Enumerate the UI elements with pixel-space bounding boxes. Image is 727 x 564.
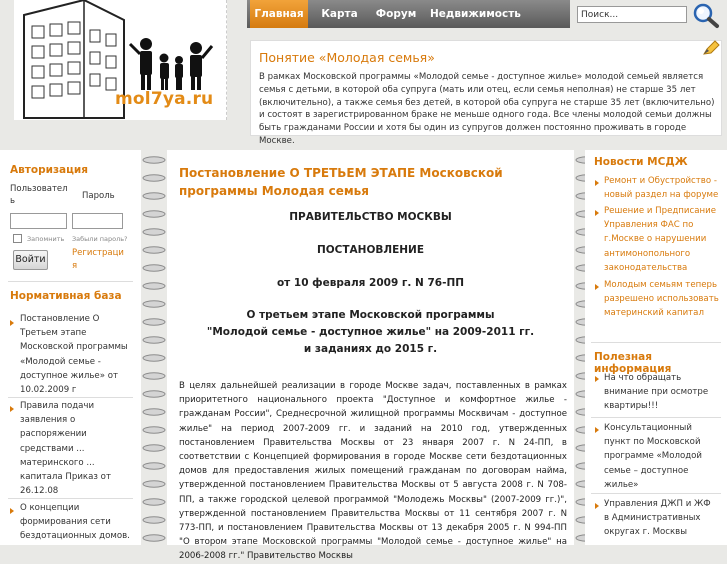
concept-text: В рамках Московской программы «Молодой семье - доступное жилье» молодой семьей является семья с детьми, в которой оба супруга (мать или отец, если семья неполная) не старше 35 лет (включительно), а также семья без детей, в которой оба супруга не старше 35 лет (включительно) и состоят в зарегистрированном браке не меньше одного года. Все члены молодой семьи должны быть гражданами России и хотя бы один из супругов должен постоянно проживать в городе Москве. (259, 72, 715, 146)
pen-icon (702, 40, 720, 56)
normbase-item-line: бездотационных домов. (20, 531, 130, 542)
nav-real-estate[interactable]: Недвижимость (430, 8, 521, 20)
useful-item-line: в Административных (604, 513, 701, 524)
search-input[interactable] (577, 6, 687, 23)
doc-government: ПРАВИТЕЛЬСТВО МОСКВЫ (289, 211, 452, 223)
news-item-line: Молодым семьям теперь (604, 280, 718, 290)
divider (591, 342, 721, 343)
binder-ring (143, 373, 165, 379)
useful-item-line: На что обращать (604, 373, 682, 383)
binder-ring (143, 193, 165, 199)
normbase-item-line: 10.02.2009 г (20, 385, 77, 396)
normbase-item-line: доступное жилье» от (20, 370, 118, 381)
left-sidebar (0, 150, 141, 545)
useful-item-line: жилье» (604, 479, 639, 490)
binder-ring (143, 247, 165, 253)
binder-ring (143, 229, 165, 235)
remember-checkbox[interactable] (13, 234, 22, 243)
normbase-item-line: материнского ... (20, 457, 95, 468)
normbase-item-line: заявления о (20, 415, 76, 426)
nav-map[interactable]: Карта (321, 8, 358, 20)
news-item-1[interactable] (604, 174, 718, 202)
bullet-icon (10, 406, 14, 412)
divider (591, 417, 721, 418)
normbase-title: Нормативная база (10, 290, 122, 302)
binder-ring (143, 535, 165, 541)
useful-item-3[interactable] (604, 497, 711, 540)
username-label-cont: ь (10, 196, 16, 206)
right-sidebar (585, 150, 727, 545)
news-item-line: г.Москве о нарушении (604, 234, 707, 245)
binder-ring (143, 481, 165, 487)
binder-ring (143, 301, 165, 307)
useful-item-line: Управления ДЖП и ЖФ (604, 499, 711, 509)
useful-item-line: квартиры!!! (604, 401, 659, 412)
news-item-line: антимонопольного (604, 248, 691, 259)
normbase-item-2[interactable] (20, 399, 111, 498)
register-link[interactable]: Регистраци (72, 248, 124, 258)
news-title: Новости МСДЖ (594, 156, 688, 168)
username-field[interactable] (10, 213, 67, 229)
normbase-item-3[interactable] (20, 501, 130, 544)
nav-forum[interactable]: Форум (375, 8, 417, 20)
binder-ring (143, 355, 165, 361)
normbase-item-line: распоряжении (20, 429, 87, 440)
binder-ring (143, 391, 165, 397)
forgot-password-link[interactable]: Забыли пароль? (72, 235, 128, 243)
normbase-item-line: «Молодой семье - (20, 356, 101, 367)
bullet-icon (595, 284, 599, 290)
doc-subject-line-2: "Молодой семье - доступное жилье" на 2009-2011 гг. (206, 326, 535, 338)
bullet-icon (595, 503, 599, 509)
doc-date: от 10 февраля 2009 г. N 76-ПП (276, 277, 465, 289)
site-logo[interactable] (14, 0, 227, 120)
top-navigation (247, 0, 570, 28)
binder-ring (143, 463, 165, 469)
remember-label: Запомнить (27, 235, 65, 243)
binder-ring (143, 283, 165, 289)
normbase-item-line: Постановление О (20, 314, 100, 324)
useful-item-1[interactable] (604, 371, 708, 414)
magnifier-icon[interactable] (692, 2, 720, 28)
auth-title: Авторизация (10, 164, 89, 176)
binder-ring (143, 445, 165, 451)
normbase-item-1[interactable] (20, 312, 128, 397)
news-item-line: Ремонт и Обустройство - (604, 176, 717, 186)
binder-ring (143, 319, 165, 325)
doc-decree: ПОСТАНОВЛЕНИЕ (316, 244, 425, 256)
normbase-item-line: капитала Приказ от (20, 472, 111, 483)
binder-ring (143, 265, 165, 271)
useful-title: Полезная информация (594, 351, 672, 375)
news-item-line: Управления ФАС по (604, 220, 694, 231)
article-title[interactable]: Постановление О ТРЕТЬЕМ ЭТАПЕ Московской программы Молодая семья (179, 166, 503, 198)
nav-home[interactable]: Главная (250, 0, 308, 28)
normbase-item-line: средствами ... (20, 443, 85, 454)
bullet-icon (10, 320, 14, 326)
logo-text: mol7ya.ru (115, 89, 214, 109)
useful-item-line: семье – доступное (604, 465, 689, 476)
binder-ring (143, 517, 165, 523)
login-button[interactable]: Войти (13, 250, 48, 270)
doc-subject-line-1: О третьем этапе Московской программы (246, 309, 495, 321)
main-content (167, 150, 574, 562)
divider (8, 281, 133, 282)
news-item-3[interactable] (604, 278, 719, 321)
username-label: Пользовател (10, 184, 68, 194)
password-field[interactable] (72, 213, 123, 229)
news-item-line: разрешено использовать (604, 294, 719, 305)
binder-ring (143, 211, 165, 217)
useful-item-line: Консультационный (604, 423, 692, 433)
divider (591, 493, 721, 494)
useful-item-2[interactable] (604, 421, 702, 492)
normbase-item-line: 26.12.08 (20, 486, 59, 497)
concept-title: Понятие «Молодая семья» (259, 50, 435, 65)
password-label: Пароль (82, 191, 115, 201)
bullet-icon (595, 180, 599, 186)
concept-box (250, 40, 722, 146)
doc-body: В целях дальнейшей реализации в городе Москве задач, поставленных в рамках приоритетного национального проекта "Доступное и комфортное жилье - гражданам России", Среднесрочной жилищной программы Москвичам - доступное жилье" на период 2007-2009 гг. и заданий на 2010 год, утвержденных постановлением Правительства Москвы от 23 января 2007 г. N 24-ПП, в соответствии с Концепцией формирования в городе Москве сети бездотационных домов для предоставления жилых помещений гражданам по договорам найма, утвержденной постановлением Правительства Москвы от 5 августа 2008 г. N 708-ПП, а также городской целевой программой "Молодежь Москвы" (2007-2009 гг.)", утвержденной постановлением Правительства Москвы от 11 сентября 2007 г. N 773-ПП, и постановлением Правительства Москвы от 13 декабря 2005 г. N 994-ПП "О втором этапе Московской программы "Молодой семье - доступное жилье" на 2006-2008 гг." Правительство Москвы (179, 381, 567, 562)
news-item-line: новый раздел на форуме (604, 190, 719, 201)
normbase-item-line: формирования сети (20, 517, 111, 528)
bullet-icon (595, 210, 599, 216)
binder-ring (143, 175, 165, 181)
normbase-item-line: Третьем этапе (20, 328, 87, 339)
news-item-2[interactable] (604, 204, 716, 275)
normbase-item-line: Правила подачи (20, 401, 95, 411)
news-item-line: законодательства (604, 262, 688, 273)
news-item-line: материнский капитал (604, 308, 704, 319)
binder-ring (143, 409, 165, 415)
divider (8, 397, 133, 398)
binder-ring (143, 337, 165, 343)
normbase-item-line: О концепции (20, 503, 80, 513)
register-link-cont[interactable]: я (72, 261, 78, 271)
news-item-line: Решение и Предписание (604, 206, 716, 216)
useful-item-line: программе «Молодой (604, 451, 703, 462)
normbase-item-line: Московской программы (20, 342, 128, 353)
binder-ring (143, 157, 165, 163)
spiral-rings-left (142, 150, 166, 545)
doc-subject-line-3: и заданиях до 2015 г. (303, 343, 438, 355)
useful-item-line: внимание при осмотре (604, 387, 709, 398)
bullet-icon (595, 376, 599, 382)
divider (8, 498, 133, 499)
binder-ring (143, 427, 165, 433)
useful-item-line: пункт по Московской (604, 437, 701, 448)
bullet-icon (10, 508, 14, 514)
bullet-icon (595, 427, 599, 433)
binder-ring (143, 499, 165, 505)
useful-item-line: округах г. Москвы (604, 527, 688, 538)
